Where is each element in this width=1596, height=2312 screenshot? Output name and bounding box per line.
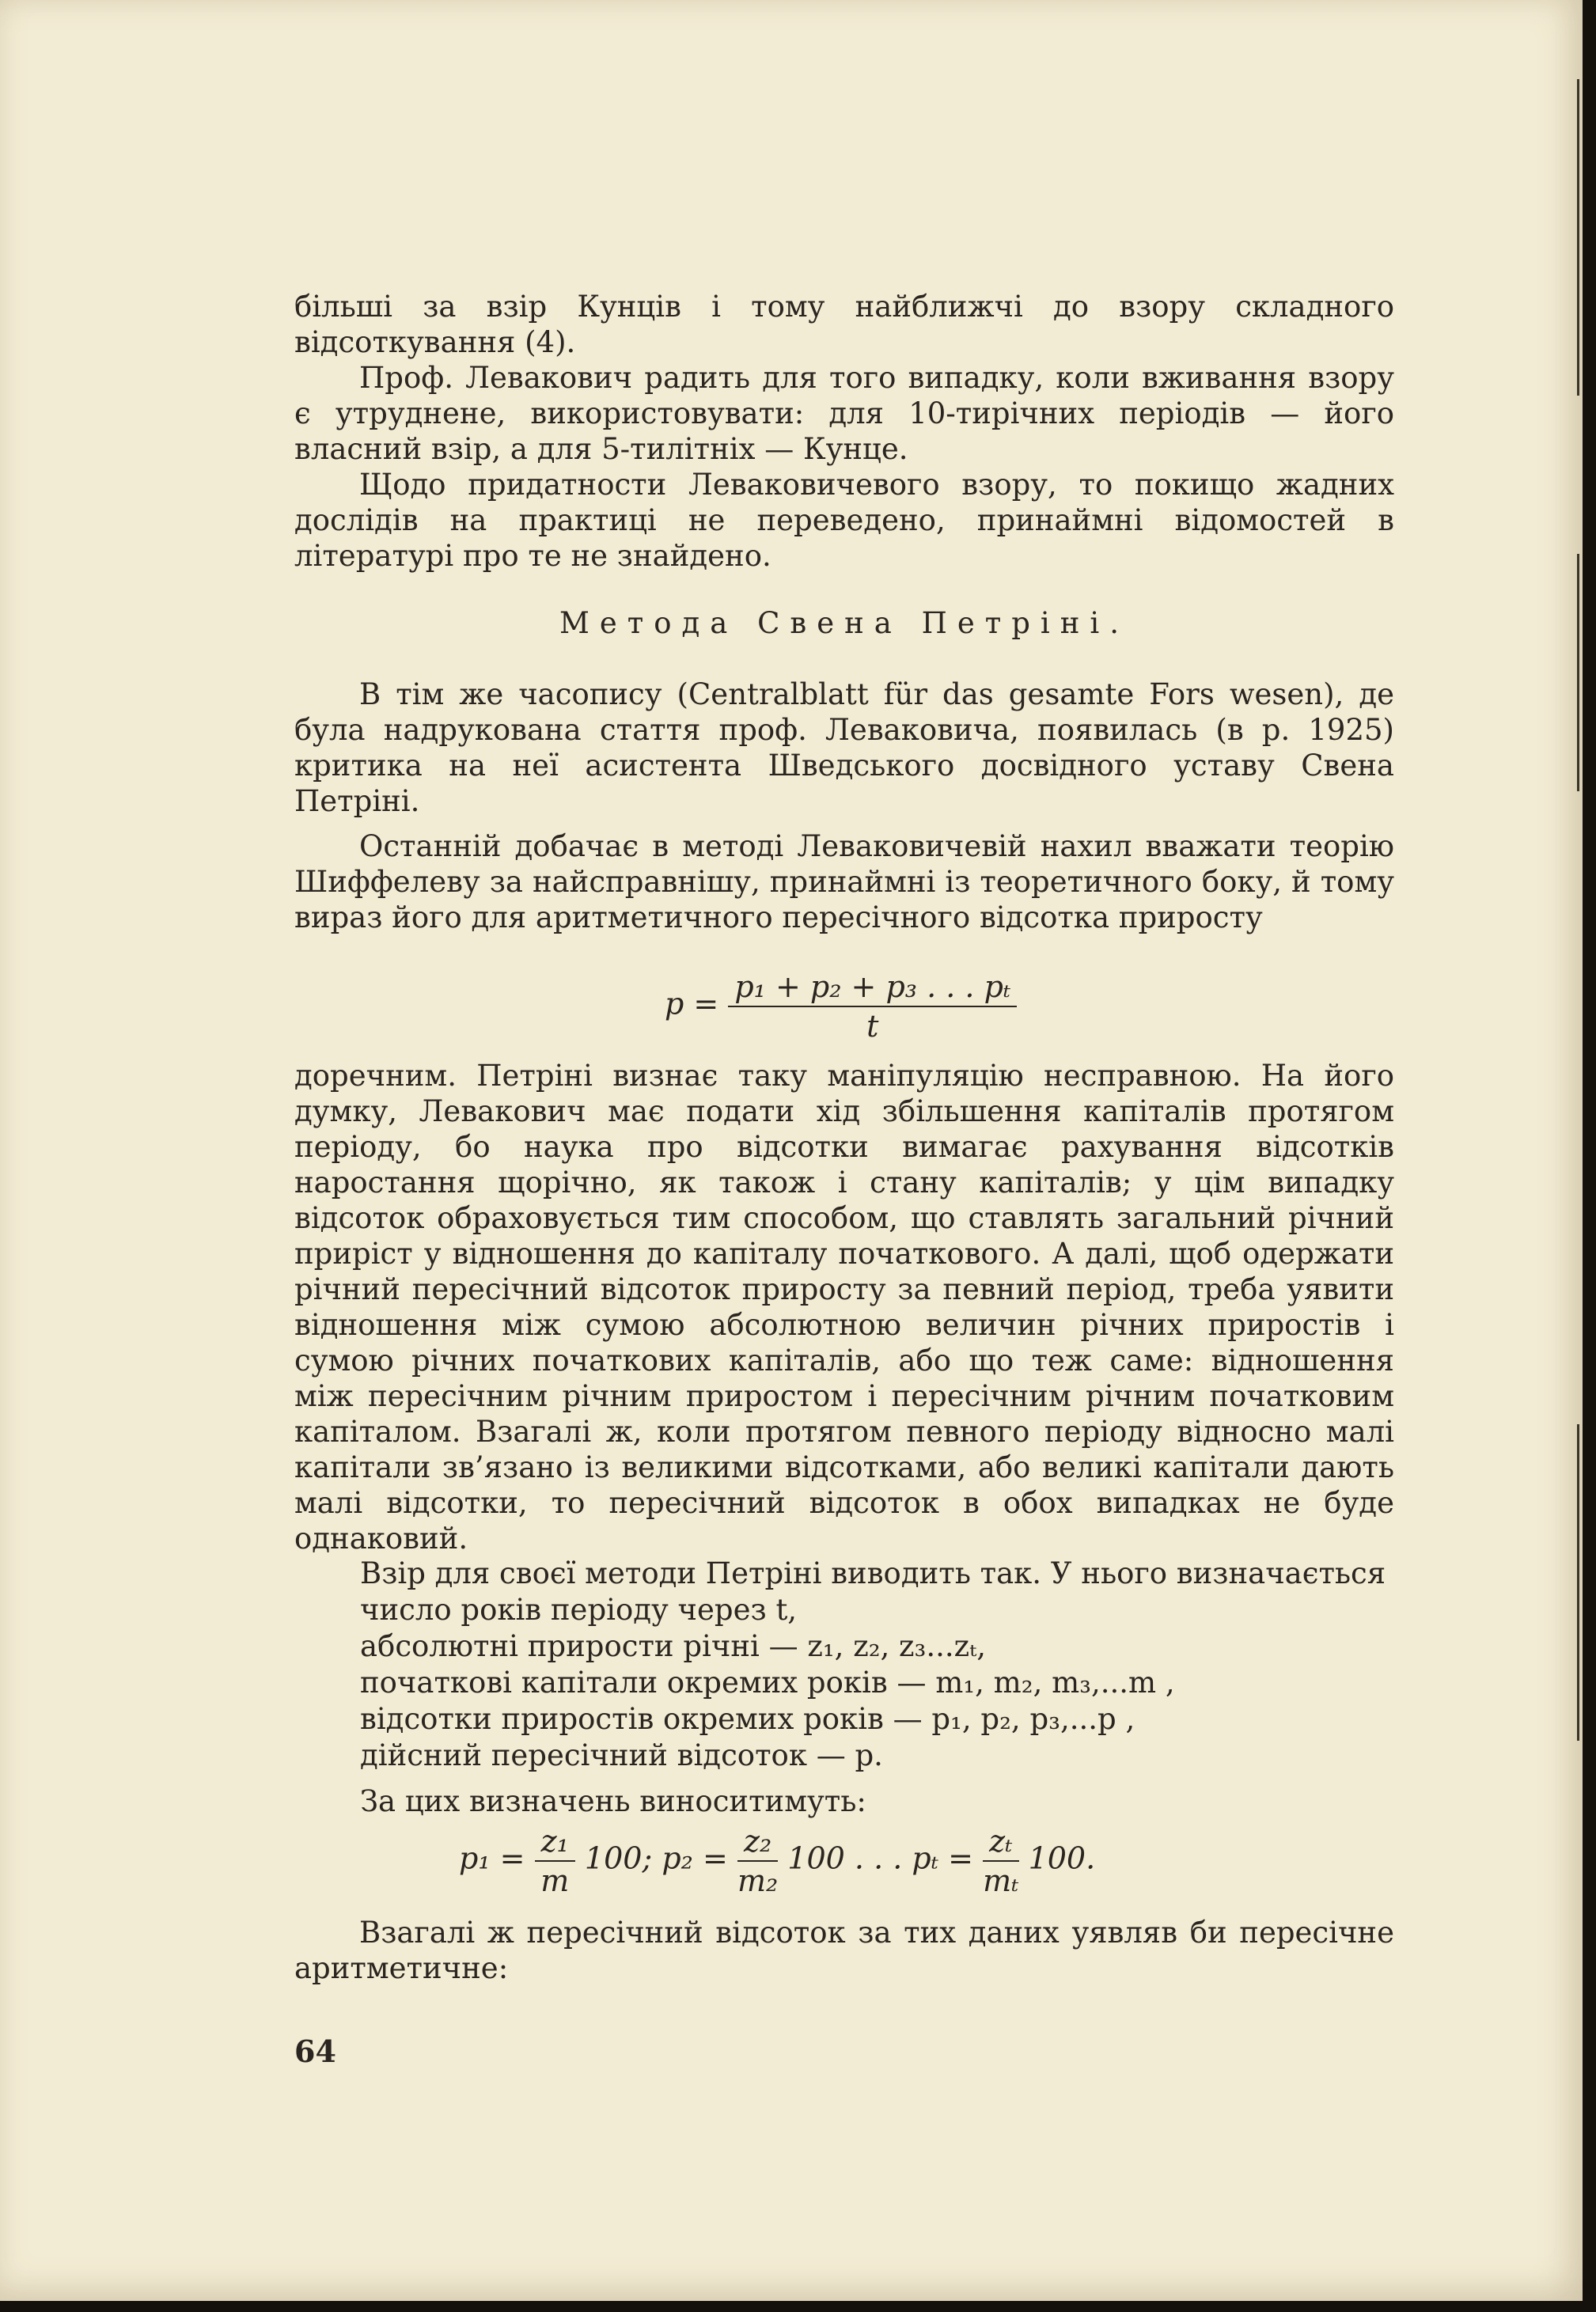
formula-average-percent bbox=[665, 969, 1017, 1044]
formula-fraction bbox=[983, 1824, 1018, 1898]
formula-part: 100. bbox=[1018, 1840, 1096, 1876]
formula-denominator: m bbox=[540, 1863, 570, 1898]
formula-numerator: z₂ bbox=[737, 1824, 778, 1862]
def-line: Взір для своєї методи Петріні виводить так. У нього визначається bbox=[360, 1556, 1386, 1590]
formula-numerator: zₜ bbox=[983, 1824, 1018, 1862]
def-line: абсолютні прирости річні — z₁, z₂, z₃...zₜ, bbox=[360, 1629, 987, 1663]
formula-fraction bbox=[737, 1824, 778, 1898]
formula-lhs: p = bbox=[665, 986, 719, 1021]
paragraph-5: Останній добачає в методі Леваковичевій нахил вважати теорію Шиффелеву за найсправнішу, принаймні із теоретичного боку, й тому вираз його для аритметичного пересічного відсотка приросту bbox=[294, 829, 1394, 934]
formula-fraction bbox=[535, 1824, 575, 1898]
formula-denominator: mₜ bbox=[983, 1863, 1019, 1898]
def-line: відсотки приростів окремих років — p₁, p₂, p₃,...p , bbox=[360, 1702, 1135, 1736]
def-line: початкові капітали окремих років — m₁, m₂, m₃,...m , bbox=[360, 1666, 1175, 1700]
page-number: 64 bbox=[294, 2033, 336, 2069]
formula-denominator: t bbox=[866, 1009, 879, 1044]
paragraph-3: Щодо придатности Леваковичевого взору, то покищо жадних дослідів на практиці не переведено, принаймні відомостей в літературі про те не знайдено. bbox=[294, 468, 1394, 573]
paragraph-4: В тім же часопису (Centralblatt für das gesamte Fors wesen), де була надрукована стаття проф. Леваковича, появилась (в р. 1925) критика на неї асистента Шведського досвідного уставу Свена Петріні. bbox=[294, 677, 1394, 818]
definitions bbox=[360, 1556, 1386, 1820]
def-line: дійсний пересічний відсоток — p. bbox=[360, 1738, 883, 1772]
paragraph-6: доречним. Петріні визнає таку маніпуляцію несправною. На його думку, Левакович має подати хід збільшення капіталів протягом періоду, бо наука про відсотки вимагає рахування відсотків наростання щорічно, як також і стану капіталів; у цім випадку відсоток обраховується тим способом, що ставлять загальний річний приріст у відношення до капіталу початкового. А далі, щоб одержати річний пересічний відсоток приросту за певний період, треба уявити відношення між сумою абсолютною величин річних приростів і сумою річних початкових капіталів, або що теж саме: відношення між пересічним річним приростом і пересічним річним початковим капіталом. Взагалі ж, коли протягом певного періоду відносно малі капітали зв’язано із великими відсотками, або великі капітали дають малі відсотки, то пересічний відсоток в обох випадках не буде однаковий. bbox=[294, 1059, 1394, 1556]
formula-numerator: p₁ + p₂ + p₃ . . . pₜ bbox=[728, 969, 1017, 1007]
text-bottom bbox=[294, 1915, 1394, 1986]
text-middle bbox=[294, 677, 1394, 935]
def-line: число років періоду через t, bbox=[360, 1593, 798, 1627]
formula-part: 100; bbox=[574, 1840, 653, 1876]
formula-denominator: m₂ bbox=[737, 1863, 779, 1898]
formula-part: 100 . . . pₜ = bbox=[778, 1840, 973, 1876]
text-lower bbox=[294, 1058, 1394, 1556]
text-top bbox=[294, 289, 1394, 574]
paragraph-2: Проф. Левакович радить для того випадку, коли вживання взору є утруднене, використовувати: для 10-тирічних періодів — його власний взір, а для 5-тилітніх — Кунце. bbox=[294, 361, 1394, 466]
section-heading: Метода Свена Петріні. bbox=[559, 606, 1130, 640]
formula-numerator: z₁ bbox=[535, 1824, 575, 1862]
formula-part: p₁ = bbox=[459, 1840, 525, 1876]
paragraph-7: Взагалі ж пересічний відсоток за тих даних уявляв би пересічне аритметичне: bbox=[294, 1916, 1394, 1985]
paragraph-1: більші за взір Кунців і тому найближчі до взору складного відсоткування (4). bbox=[294, 290, 1394, 359]
page-edge-line bbox=[1577, 554, 1579, 791]
def-line: За цих визначень виноситимуть: bbox=[360, 1784, 866, 1818]
page-edge-line bbox=[1577, 1424, 1579, 1741]
formula-yearly-percents bbox=[459, 1824, 1095, 1898]
formula-fraction bbox=[728, 969, 1017, 1044]
formula-part: p₂ = bbox=[662, 1840, 728, 1876]
page-edge-line bbox=[1577, 79, 1579, 396]
section-heading-wrap bbox=[294, 605, 1394, 641]
